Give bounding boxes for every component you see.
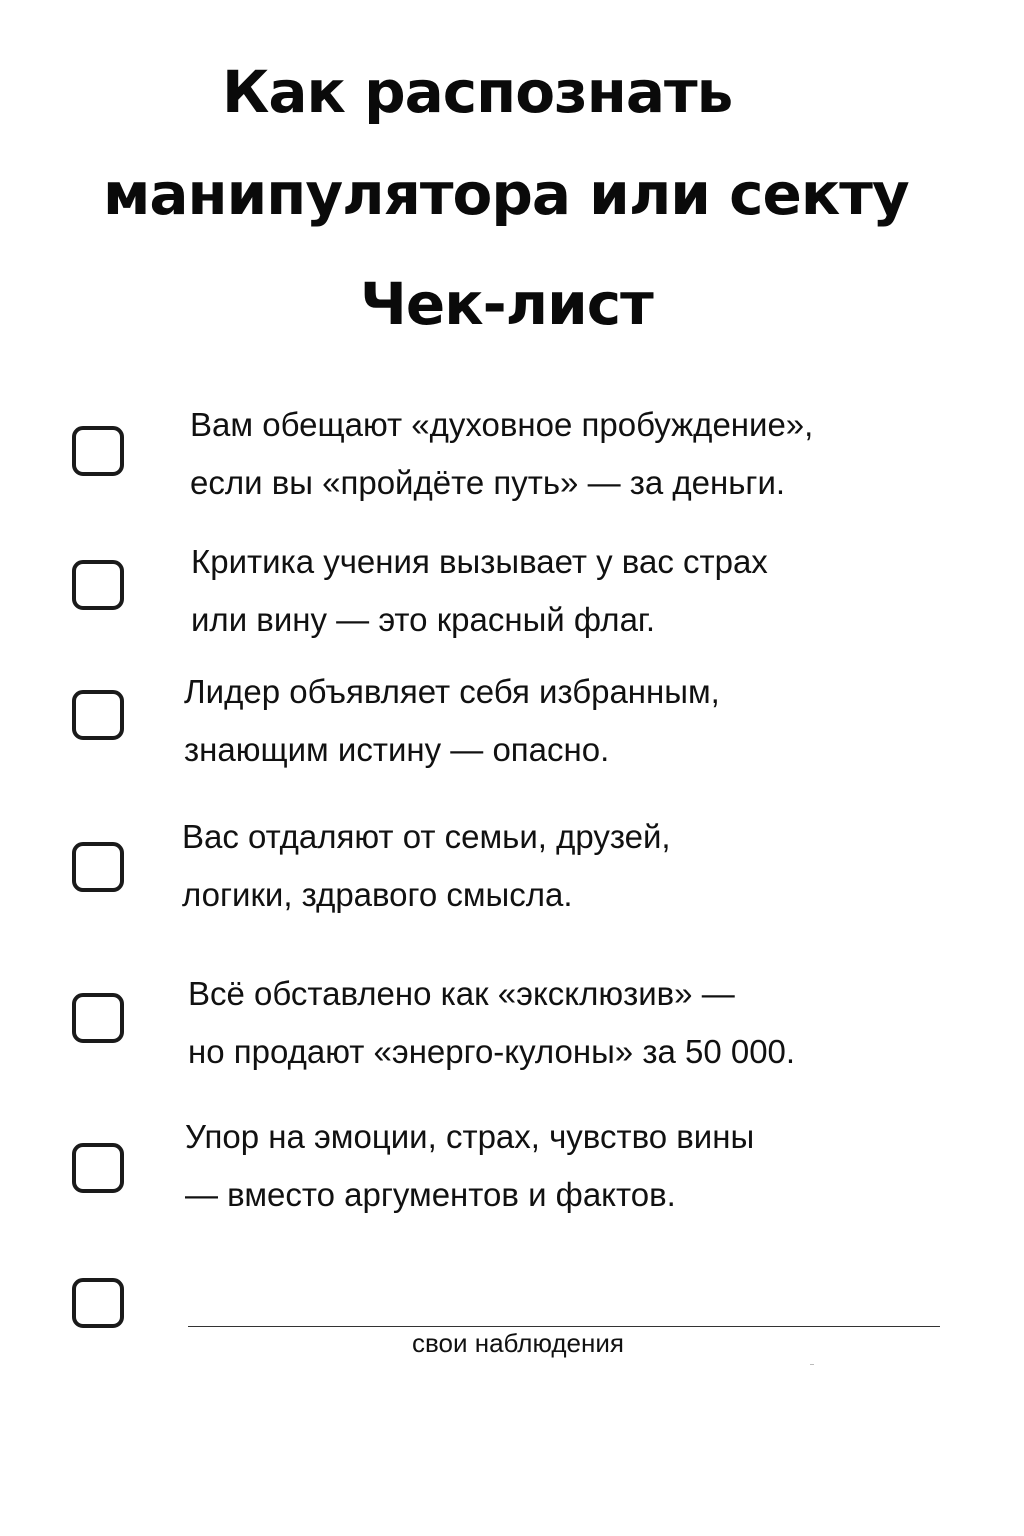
item-text-line: Лидер объявляет себя избранным,	[184, 673, 720, 710]
checklist-item	[0, 965, 1024, 1085]
item-text-line: логики, здравого смысла.	[182, 876, 573, 913]
item-text-line: знающим истину — опасно.	[184, 731, 610, 768]
item-text-line: Вам обещают «духовное пробуждение»,	[190, 406, 814, 443]
item-text-line: Всё обставлено как «эксклюзив» —	[188, 975, 735, 1012]
checkbox-item-3[interactable]	[72, 690, 124, 740]
checkbox-item-1[interactable]	[72, 426, 124, 476]
item-text-line: или вину — это красный флаг.	[191, 601, 656, 638]
checklist-item-text	[185, 1108, 754, 1224]
title-line-1: Как распознать	[222, 58, 733, 126]
checkbox-item-4[interactable]	[72, 842, 124, 892]
item-text-line: Критика учения вызывает у вас страх	[191, 543, 768, 580]
checklist-item	[0, 665, 1024, 785]
item-text-line: если вы «пройдёте путь» — за деньги.	[190, 464, 786, 501]
checklist-item-text	[182, 808, 671, 924]
checklist-item	[0, 400, 1024, 520]
item-text-line: — вместо аргументов и фактов.	[185, 1176, 676, 1213]
checkbox-item-5[interactable]	[72, 993, 124, 1043]
item-text-line: Вас отдаляют от семьи, друзей,	[182, 818, 671, 855]
item-text-line: но продают «энерго-кулоны» за 50 000.	[188, 1033, 796, 1070]
observations-label: свои наблюдения	[412, 1328, 624, 1358]
title-line-2: манипулятора или секту	[103, 160, 909, 228]
decorative-mark	[810, 1364, 814, 1365]
checkbox-item-2[interactable]	[72, 560, 124, 610]
checklist-item-text	[188, 965, 795, 1081]
checklist-item-text	[190, 396, 813, 512]
item-text-line: Упор на эмоции, страх, чувство вины	[185, 1118, 755, 1155]
checklist-item	[0, 1110, 1024, 1230]
checkbox-item-6[interactable]	[72, 1143, 124, 1193]
checklist-item	[0, 812, 1024, 932]
checklist-item	[0, 535, 1024, 655]
checkbox-custom-item[interactable]	[72, 1278, 124, 1328]
checklist-item-text	[191, 533, 768, 649]
checklist-heading: Чек-лист	[360, 270, 653, 338]
custom-checklist-item	[0, 1265, 1024, 1385]
checklist-item-text	[184, 663, 720, 779]
